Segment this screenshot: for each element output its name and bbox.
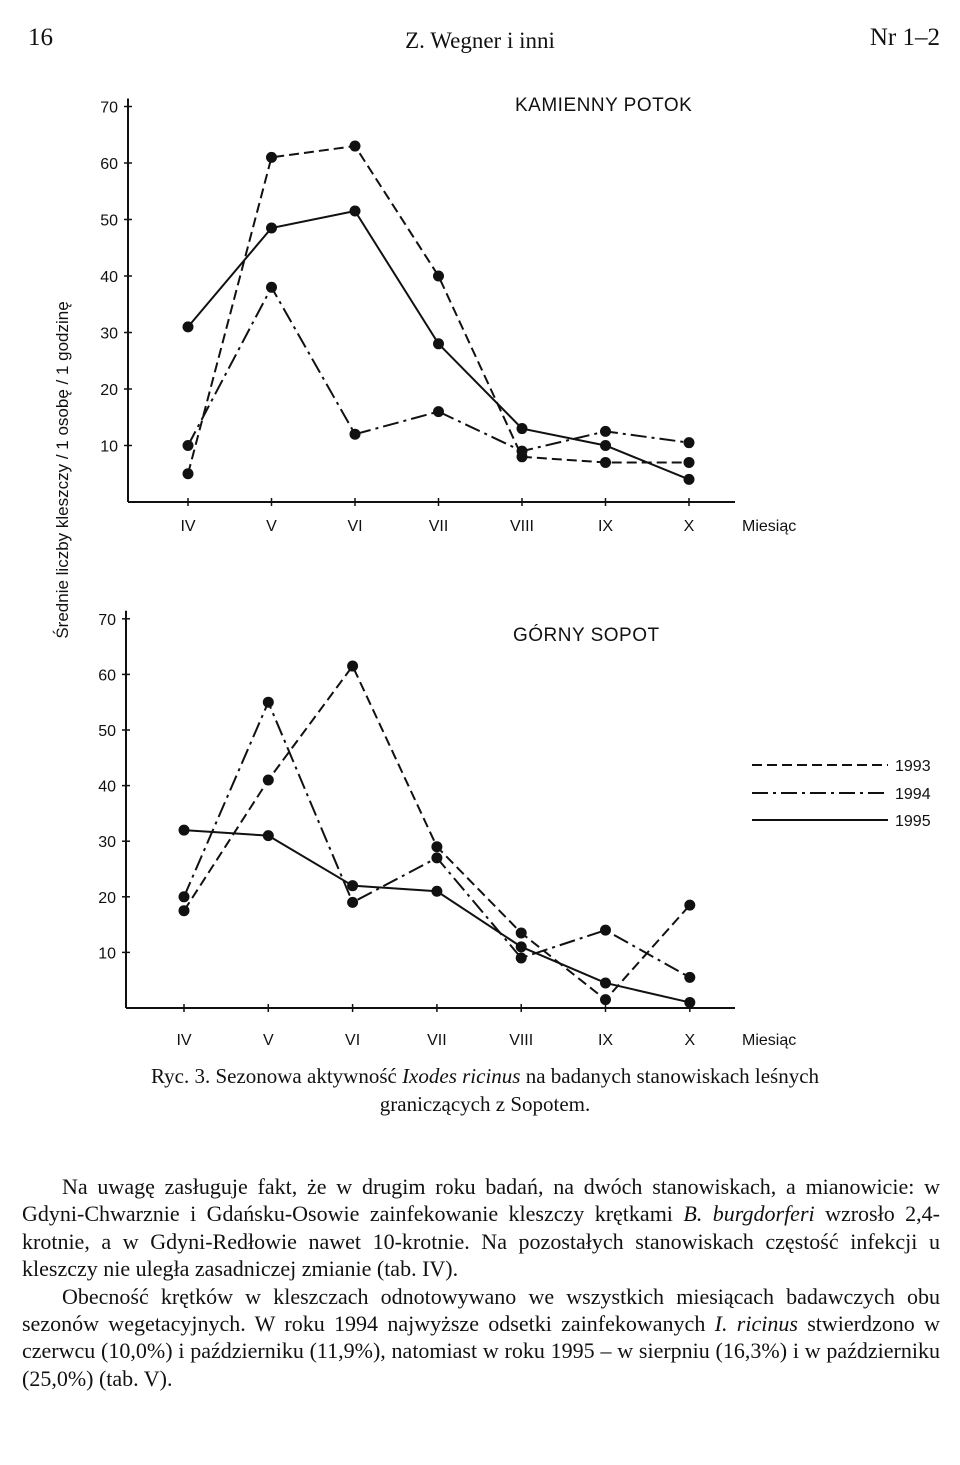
data-point-1993 [350, 141, 361, 152]
data-point-1993 [183, 468, 194, 479]
y-tick-label: 10 [100, 438, 118, 456]
running-title: Z. Wegner i inni [405, 28, 555, 53]
x-tick-label: VI [345, 1032, 361, 1049]
series-line-1993 [184, 666, 690, 1000]
data-point-1994 [600, 925, 611, 936]
x-tick-label: V [262, 1032, 274, 1049]
x-tick-label: VIII [509, 518, 535, 535]
y-tick-label: 20 [98, 889, 116, 907]
caption-prefix: Ryc. 3. Sezonowa aktywność [150, 1064, 403, 1088]
x-tick-label: VII [428, 518, 449, 535]
data-point-1995 [263, 830, 274, 841]
x-tick-label: VIII [509, 1032, 534, 1049]
paragraph-1 [22, 1173, 940, 1283]
figure-caption [120, 1062, 850, 1118]
chart-title: KAMIENNY POTOK [515, 95, 693, 116]
data-point-1995 [433, 338, 444, 349]
data-point-1993 [600, 457, 611, 468]
data-point-1995 [600, 977, 611, 988]
chart-title: GÓRNY SOPOT [513, 625, 660, 646]
data-point-1993 [516, 927, 527, 938]
data-point-1994 [600, 426, 611, 437]
legend-label-1995: 1995 [895, 813, 931, 830]
data-point-1995 [183, 321, 194, 332]
data-point-1993 [179, 905, 190, 916]
y-tick-label: 30 [100, 325, 118, 343]
data-point-1995 [684, 474, 695, 485]
x-tick-label: IV [176, 1032, 192, 1049]
p2-text-b: stwierdzono w czerwcu (10,0%) i październiku (11,9%), natomiast w roku 1995 – w sierpniu (16,3%) i w październiku (25,0%) (tab. V). [22, 1311, 940, 1391]
data-point-1993 [600, 994, 611, 1005]
legend-label-1994: 1994 [895, 786, 931, 803]
x-tick-label: IX [597, 1032, 614, 1049]
y-tick-label: 40 [98, 778, 116, 796]
x-tick-label: IX [597, 518, 614, 535]
x-tick-label: X [684, 1032, 696, 1049]
x-tick-label: IV [180, 518, 196, 535]
data-point-1995 [431, 886, 442, 897]
x-tick-label: V [266, 518, 277, 535]
data-point-1994 [179, 891, 190, 902]
series-line-1994 [188, 287, 689, 451]
data-point-1995 [684, 997, 695, 1008]
legend [752, 758, 931, 830]
data-point-1994 [684, 972, 695, 983]
legend-item-1995 [752, 813, 931, 830]
y-tick-label: 50 [100, 212, 118, 230]
p1-species: B. burgdorferi [683, 1201, 815, 1227]
issue-number: Nr 1–2 [869, 24, 940, 51]
data-point-1994 [263, 697, 274, 708]
x-tick-label: VII [427, 1032, 447, 1049]
p1-text-b: wzrosło 2,4-krotnie, a w Gdyni-Redłowie nawet 10-krotnie. Na pozostałych stanowiskach częstość infekcji u kleszczy nie uległa zasadniczej zmianie (tab. IV). [22, 1201, 940, 1282]
y-tick-label: 50 [98, 723, 116, 740]
body-text [22, 1173, 940, 1392]
data-point-1994 [517, 446, 528, 457]
data-point-1995 [517, 423, 528, 434]
data-point-1994 [350, 429, 361, 440]
y-tick-label: 70 [100, 99, 118, 117]
data-point-1995 [347, 880, 358, 891]
chart-gorny-sopot [98, 611, 796, 1049]
data-point-1994 [433, 406, 444, 417]
y-axis-label: Średnie liczby kleszczy / 1 osobę / 1 godzinę [53, 301, 72, 639]
caption-suffix: na badanych stanowiskach leśnych graniczących z Sopotem. [379, 1064, 820, 1116]
data-point-1993 [433, 271, 444, 282]
p2-species: I. ricinus [714, 1311, 798, 1337]
data-point-1995 [266, 222, 277, 233]
data-point-1995 [179, 825, 190, 836]
data-point-1993 [266, 152, 277, 163]
data-point-1993 [684, 457, 695, 468]
y-tick-label: 30 [98, 834, 116, 852]
data-point-1994 [516, 952, 527, 963]
data-point-1994 [266, 282, 277, 293]
y-tick-label: 20 [100, 382, 118, 399]
y-tick-label: 60 [100, 156, 118, 173]
data-point-1995 [600, 440, 611, 451]
legend-label-1993: 1993 [895, 758, 931, 775]
legend-item-1993 [752, 758, 931, 775]
y-tick-label: 70 [98, 611, 116, 629]
data-point-1993 [347, 661, 358, 672]
x-axis-label: Miesiąc [742, 518, 797, 535]
data-point-1994 [431, 852, 442, 863]
page-number: 16 [28, 24, 53, 51]
data-point-1993 [263, 775, 274, 786]
data-point-1995 [350, 206, 361, 217]
y-tick-label: 10 [98, 945, 116, 963]
data-point-1993 [431, 841, 442, 852]
p1-text-a: Na uwagę zasługuje fakt, że w drugim roku badań, na dwóch stanowiskach, a mianowicie: w Gdyni-Chwarznie i Gdańsku-Osowie zainfekowanie kleszczy krętkami [22, 1174, 940, 1227]
legend-item-1994 [752, 786, 931, 803]
chart-kamienny-potok [100, 95, 796, 535]
data-point-1995 [516, 941, 527, 952]
data-point-1994 [347, 897, 358, 908]
x-axis-label: Miesiąc [742, 1032, 797, 1049]
x-tick-label: VI [347, 518, 363, 535]
data-point-1993 [684, 900, 695, 911]
x-tick-label: X [683, 518, 695, 535]
caption-species: Ixodes ricinus [402, 1064, 521, 1088]
data-point-1994 [684, 437, 695, 448]
y-tick-label: 40 [100, 269, 118, 286]
series-line-1994 [184, 702, 690, 977]
y-tick-label: 60 [98, 667, 116, 685]
data-point-1994 [183, 440, 194, 451]
series-line-1993 [188, 146, 689, 474]
paragraph-2 [22, 1283, 940, 1393]
p2-text-a: Obecność krętków w kleszczach odnotowywano we wszystkich miesiącach badawczych obu sezonów wegetacyjnych. W roku 1994 najwyższe odsetki zainfekowanych [22, 1283, 940, 1337]
